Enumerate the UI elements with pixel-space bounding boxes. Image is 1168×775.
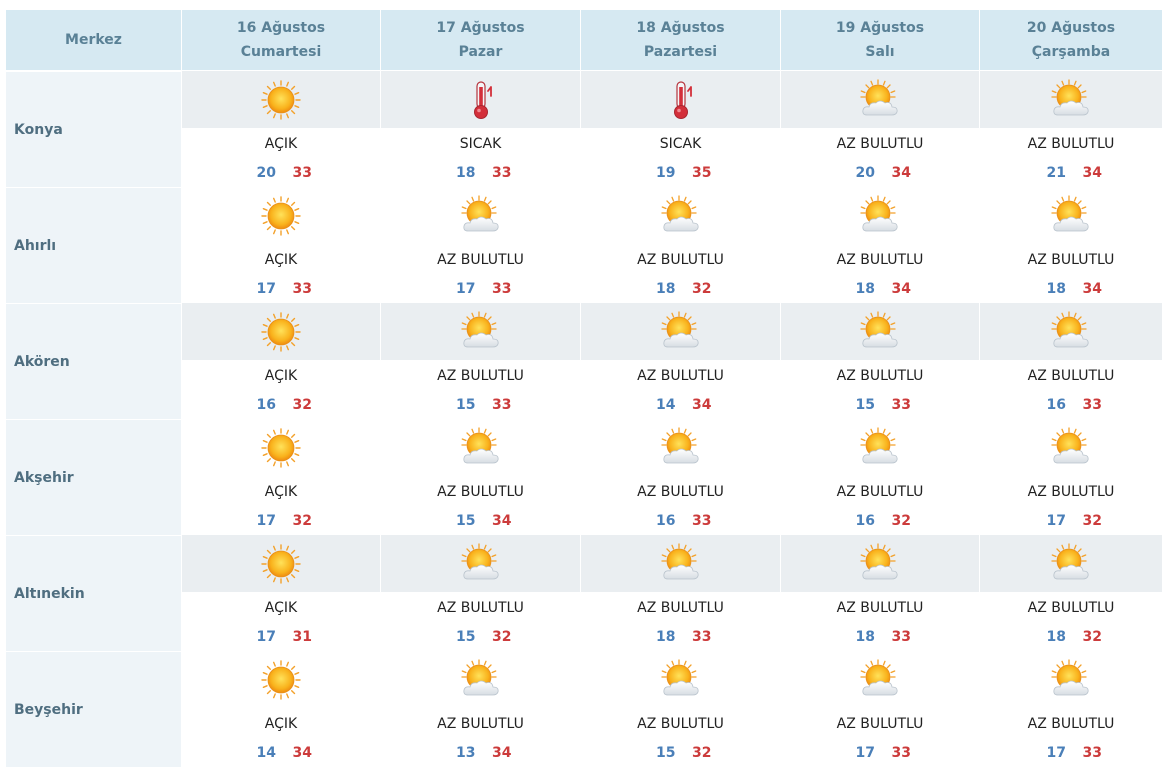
day-name: Pazartesi bbox=[643, 44, 718, 60]
condition-text: AÇIK bbox=[182, 360, 380, 391]
max-temp: 33 bbox=[492, 397, 512, 413]
city-name: Akşehir bbox=[6, 419, 181, 535]
min-temp: 18 bbox=[855, 629, 875, 645]
day-name: Çarşamba bbox=[1031, 44, 1111, 60]
min-temp: 16 bbox=[256, 397, 276, 413]
temperature-cell bbox=[381, 739, 580, 767]
partly-cloudy-icon bbox=[459, 658, 503, 702]
temperature-cell bbox=[781, 391, 979, 419]
min-temp: 18 bbox=[456, 165, 476, 181]
temperature-cell bbox=[182, 391, 380, 419]
day-date: 16 Ağustos bbox=[236, 20, 326, 36]
max-temp: 31 bbox=[292, 629, 312, 645]
temperature-cell bbox=[781, 275, 979, 303]
day-header bbox=[182, 10, 380, 71]
condition-text: AZ BULUTLU bbox=[381, 244, 580, 275]
partly-cloudy-icon bbox=[1049, 78, 1093, 122]
weather-icon-cell bbox=[980, 187, 1162, 244]
max-temp: 32 bbox=[1082, 513, 1102, 529]
min-temp: 18 bbox=[656, 629, 676, 645]
condition-text: AZ BULUTLU bbox=[980, 708, 1162, 739]
partly-cloudy-icon bbox=[1049, 426, 1093, 470]
condition-text: AZ BULUTLU bbox=[781, 128, 979, 159]
city-name: Altınekin bbox=[6, 535, 181, 651]
max-temp: 32 bbox=[1082, 629, 1102, 645]
min-temp: 15 bbox=[656, 745, 676, 761]
min-temp: 16 bbox=[656, 513, 676, 529]
day-date: 19 Ağustos bbox=[835, 20, 925, 36]
condition-text: AZ BULUTLU bbox=[980, 128, 1162, 159]
weather-icon-cell bbox=[781, 187, 979, 244]
temperature-cell bbox=[980, 391, 1162, 419]
day-date: 20 Ağustos bbox=[1026, 20, 1116, 36]
condition-text: SICAK bbox=[381, 128, 580, 159]
condition-text: AÇIK bbox=[182, 244, 380, 275]
icon-row bbox=[6, 71, 1162, 128]
max-temp: 32 bbox=[692, 745, 712, 761]
day-header bbox=[381, 10, 580, 71]
max-temp: 33 bbox=[492, 281, 512, 297]
weather-icon-cell bbox=[781, 535, 979, 592]
icon-row bbox=[6, 419, 1162, 476]
weather-icon-cell bbox=[182, 419, 380, 476]
temperature-cell bbox=[781, 159, 979, 187]
partly-cloudy-icon bbox=[459, 310, 503, 354]
sun-icon bbox=[259, 658, 303, 702]
partly-cloudy-icon bbox=[858, 78, 902, 122]
partly-cloudy-icon bbox=[459, 194, 503, 238]
icon-row bbox=[6, 651, 1162, 708]
header-merkez bbox=[6, 10, 181, 71]
thermometer-icon bbox=[459, 78, 503, 122]
max-temp: 34 bbox=[492, 745, 512, 761]
condition-text: AZ BULUTLU bbox=[581, 476, 780, 507]
condition-text: AZ BULUTLU bbox=[980, 476, 1162, 507]
max-temp: 32 bbox=[292, 397, 312, 413]
max-temp: 32 bbox=[492, 629, 512, 645]
weather-icon-cell bbox=[381, 187, 580, 244]
weather-icon-cell bbox=[381, 303, 580, 360]
weather-icon-cell bbox=[581, 535, 780, 592]
partly-cloudy-icon bbox=[459, 426, 503, 470]
min-temp: 18 bbox=[656, 281, 676, 297]
max-temp: 33 bbox=[891, 745, 911, 761]
max-temp: 33 bbox=[891, 629, 911, 645]
day-header bbox=[781, 10, 979, 71]
max-temp: 33 bbox=[1082, 745, 1102, 761]
condition-text: AZ BULUTLU bbox=[381, 592, 580, 623]
min-temp: 17 bbox=[1046, 513, 1066, 529]
partly-cloudy-icon bbox=[858, 310, 902, 354]
partly-cloudy-icon bbox=[858, 658, 902, 702]
max-temp: 32 bbox=[891, 513, 911, 529]
temperature-cell bbox=[381, 623, 580, 651]
max-temp: 35 bbox=[692, 165, 712, 181]
max-temp: 34 bbox=[891, 281, 911, 297]
condition-text: AZ BULUTLU bbox=[381, 476, 580, 507]
condition-text: AÇIK bbox=[182, 128, 380, 159]
temperature-cell bbox=[781, 623, 979, 651]
weather-icon-cell bbox=[182, 71, 380, 128]
min-temp: 20 bbox=[256, 165, 276, 181]
header-row bbox=[6, 10, 1162, 71]
temperature-cell bbox=[182, 623, 380, 651]
max-temp: 33 bbox=[492, 165, 512, 181]
partly-cloudy-icon bbox=[858, 426, 902, 470]
condition-text: AZ BULUTLU bbox=[980, 592, 1162, 623]
city-name: Beyşehir bbox=[6, 651, 181, 767]
max-temp: 33 bbox=[292, 165, 312, 181]
condition-text: AZ BULUTLU bbox=[581, 592, 780, 623]
min-temp: 17 bbox=[256, 281, 276, 297]
max-temp: 33 bbox=[692, 629, 712, 645]
temperature-cell bbox=[581, 739, 780, 767]
partly-cloudy-icon bbox=[1049, 542, 1093, 586]
weather-icon-cell bbox=[781, 651, 979, 708]
day-header bbox=[980, 10, 1162, 71]
weather-icon-cell bbox=[182, 303, 380, 360]
temperature-cell bbox=[980, 739, 1162, 767]
sun-icon bbox=[259, 194, 303, 238]
max-temp: 34 bbox=[891, 165, 911, 181]
weather-icon-cell bbox=[581, 71, 780, 128]
weather-icon-cell bbox=[381, 419, 580, 476]
condition-text: AZ BULUTLU bbox=[581, 708, 780, 739]
min-temp: 20 bbox=[855, 165, 875, 181]
weather-icon-cell bbox=[980, 419, 1162, 476]
weather-icon-cell bbox=[581, 187, 780, 244]
max-temp: 34 bbox=[492, 513, 512, 529]
merkez-label: Merkez bbox=[65, 32, 122, 48]
max-temp: 34 bbox=[1082, 165, 1102, 181]
min-temp: 17 bbox=[256, 629, 276, 645]
max-temp: 32 bbox=[292, 513, 312, 529]
min-temp: 15 bbox=[456, 513, 476, 529]
weather-icon-cell bbox=[781, 71, 979, 128]
condition-text: AZ BULUTLU bbox=[581, 360, 780, 391]
partly-cloudy-icon bbox=[459, 542, 503, 586]
weather-icon-cell bbox=[182, 535, 380, 592]
sun-icon bbox=[259, 78, 303, 122]
partly-cloudy-icon bbox=[1049, 310, 1093, 354]
min-temp: 15 bbox=[855, 397, 875, 413]
city-name: Akören bbox=[6, 303, 181, 419]
min-temp: 14 bbox=[656, 397, 676, 413]
temperature-cell bbox=[980, 507, 1162, 535]
weather-icon-cell bbox=[980, 651, 1162, 708]
min-temp: 17 bbox=[1046, 745, 1066, 761]
day-name: Salı bbox=[865, 44, 895, 60]
partly-cloudy-icon bbox=[858, 194, 902, 238]
temperature-cell bbox=[980, 159, 1162, 187]
partly-cloudy-icon bbox=[1049, 194, 1093, 238]
weather-icon-cell bbox=[581, 303, 780, 360]
condition-text: AZ BULUTLU bbox=[781, 360, 979, 391]
temperature-cell bbox=[781, 739, 979, 767]
max-temp: 32 bbox=[692, 281, 712, 297]
partly-cloudy-icon bbox=[659, 426, 703, 470]
temperature-cell bbox=[980, 275, 1162, 303]
min-temp: 18 bbox=[855, 281, 875, 297]
max-temp: 33 bbox=[692, 513, 712, 529]
forecast-table bbox=[5, 10, 1163, 767]
partly-cloudy-icon bbox=[659, 542, 703, 586]
day-name: Cumartesi bbox=[240, 44, 322, 60]
max-temp: 33 bbox=[891, 397, 911, 413]
weather-icon-cell bbox=[980, 535, 1162, 592]
max-temp: 34 bbox=[292, 745, 312, 761]
weather-icon-cell bbox=[381, 71, 580, 128]
temperature-cell bbox=[581, 275, 780, 303]
condition-text: AÇIK bbox=[182, 476, 380, 507]
temperature-cell bbox=[980, 623, 1162, 651]
partly-cloudy-icon bbox=[659, 310, 703, 354]
condition-text: AZ BULUTLU bbox=[980, 360, 1162, 391]
icon-row bbox=[6, 535, 1162, 592]
sun-icon bbox=[259, 310, 303, 354]
day-name: Pazar bbox=[458, 44, 503, 60]
max-temp: 34 bbox=[1082, 281, 1102, 297]
temperature-cell bbox=[381, 507, 580, 535]
condition-text: AZ BULUTLU bbox=[781, 592, 979, 623]
partly-cloudy-icon bbox=[659, 658, 703, 702]
min-temp: 18 bbox=[1046, 629, 1066, 645]
min-temp: 17 bbox=[456, 281, 476, 297]
min-temp: 19 bbox=[656, 165, 676, 181]
forecast-body bbox=[6, 71, 1162, 767]
max-temp: 33 bbox=[1082, 397, 1102, 413]
min-temp: 15 bbox=[456, 629, 476, 645]
icon-row bbox=[6, 303, 1162, 360]
icon-row bbox=[6, 187, 1162, 244]
condition-text: AÇIK bbox=[182, 592, 380, 623]
condition-text: AÇIK bbox=[182, 708, 380, 739]
weather-icon-cell bbox=[182, 187, 380, 244]
min-temp: 14 bbox=[256, 745, 276, 761]
condition-text: AZ BULUTLU bbox=[381, 708, 580, 739]
min-temp: 15 bbox=[456, 397, 476, 413]
temperature-cell bbox=[182, 275, 380, 303]
weather-icon-cell bbox=[581, 651, 780, 708]
condition-text: SICAK bbox=[581, 128, 780, 159]
temperature-cell bbox=[581, 391, 780, 419]
thermometer-icon bbox=[659, 78, 703, 122]
condition-text: AZ BULUTLU bbox=[381, 360, 580, 391]
sun-icon bbox=[259, 542, 303, 586]
city-name: Ahırlı bbox=[6, 187, 181, 303]
min-temp: 17 bbox=[855, 745, 875, 761]
condition-text: AZ BULUTLU bbox=[781, 476, 979, 507]
day-date: 18 Ağustos bbox=[636, 20, 725, 36]
temperature-cell bbox=[182, 739, 380, 767]
weather-icon-cell bbox=[381, 535, 580, 592]
partly-cloudy-icon bbox=[659, 194, 703, 238]
temperature-cell bbox=[581, 507, 780, 535]
min-temp: 17 bbox=[256, 513, 276, 529]
min-temp: 18 bbox=[1046, 281, 1066, 297]
condition-text: AZ BULUTLU bbox=[781, 244, 979, 275]
min-temp: 16 bbox=[1046, 397, 1066, 413]
weather-icon-cell bbox=[381, 651, 580, 708]
temperature-cell bbox=[781, 507, 979, 535]
sun-icon bbox=[259, 426, 303, 470]
partly-cloudy-icon bbox=[858, 542, 902, 586]
condition-text: AZ BULUTLU bbox=[581, 244, 780, 275]
max-temp: 34 bbox=[692, 397, 712, 413]
temperature-cell bbox=[581, 623, 780, 651]
temperature-cell bbox=[381, 159, 580, 187]
city-name: Konya bbox=[6, 71, 181, 187]
weather-icon-cell bbox=[980, 303, 1162, 360]
temperature-cell bbox=[381, 275, 580, 303]
condition-text: AZ BULUTLU bbox=[781, 708, 979, 739]
weather-icon-cell bbox=[781, 303, 979, 360]
min-temp: 21 bbox=[1046, 165, 1066, 181]
condition-text: AZ BULUTLU bbox=[980, 244, 1162, 275]
temperature-cell bbox=[381, 391, 580, 419]
max-temp: 33 bbox=[292, 281, 312, 297]
weather-icon-cell bbox=[581, 419, 780, 476]
weather-icon-cell bbox=[781, 419, 979, 476]
min-temp: 13 bbox=[456, 745, 476, 761]
weather-icon-cell bbox=[980, 71, 1162, 128]
min-temp: 16 bbox=[855, 513, 875, 529]
day-date: 17 Ağustos bbox=[436, 20, 525, 36]
partly-cloudy-icon bbox=[1049, 658, 1093, 702]
temperature-cell bbox=[182, 507, 380, 535]
day-header bbox=[581, 10, 780, 71]
temperature-cell bbox=[182, 159, 380, 187]
temperature-cell bbox=[581, 159, 780, 187]
weather-icon-cell bbox=[182, 651, 380, 708]
